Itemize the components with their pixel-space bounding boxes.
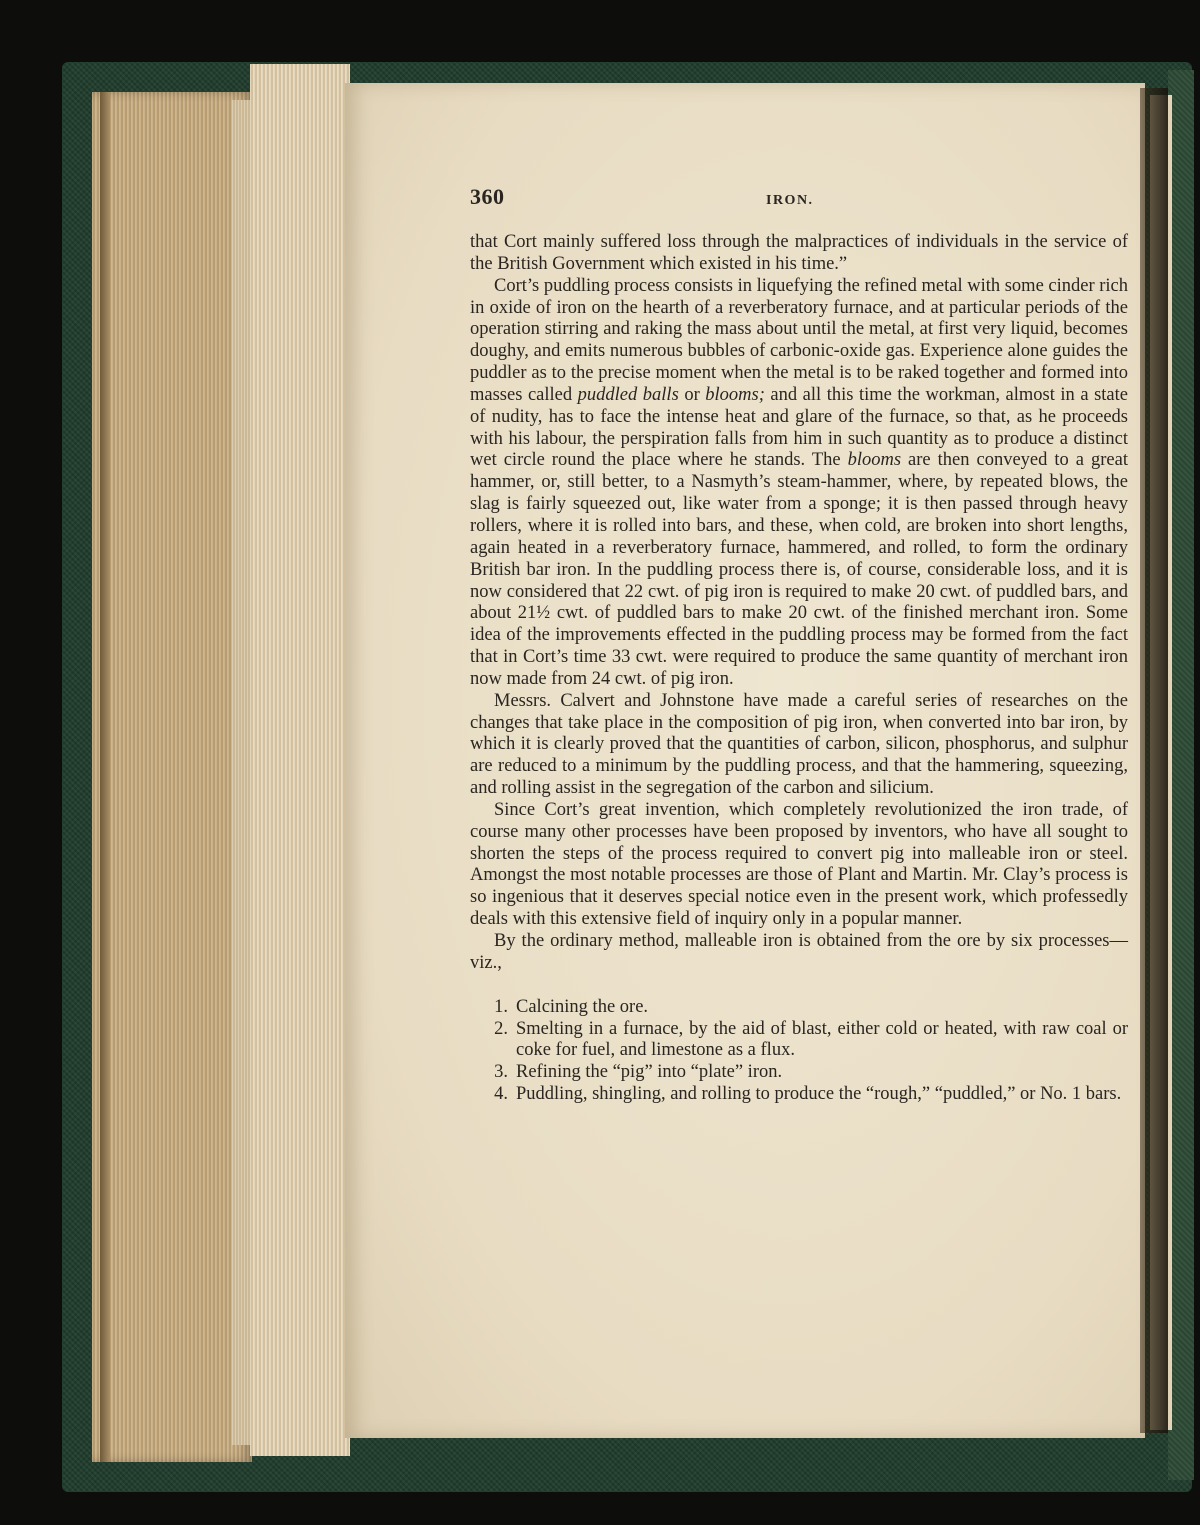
- text-run: that Cort mainly suffered loss through the malpractices of individuals in the service of the British Government which existed in his time.”: [470, 232, 1128, 274]
- text-run: Cort’s puddling process consists in liquefying the refined metal with some cinder rich in oxide of iron on the hearth of a reverberatory furnace, and at particular periods of the operation stirring and raking the mass about until the metal, at first very liquid, becomes doughy, and emits numerous bubbles of carbonic-oxide gas. Experience alone guides the puddler as to the precise moment when the metal is to be raked together and formed into masses called: [470, 275, 1129, 405]
- left-page-edge: [100, 92, 110, 1462]
- running-title: IRON.: [766, 193, 814, 208]
- list-number: 2.: [494, 1018, 508, 1039]
- list-text: Refining the “pig” into “plate” iron.: [516, 1062, 783, 1083]
- left-page-block: [92, 92, 252, 1462]
- text-run: or: [678, 384, 706, 405]
- running-head: [470, 186, 1128, 232]
- list-text: Calcining the ore.: [516, 996, 649, 1017]
- paragraph: [470, 691, 1128, 800]
- list-item: [470, 997, 1128, 1019]
- text-run: Messrs. Calvert and Johnstone have made a careful series of researches on the changes that take place in the composition of pig iron, when converted into bar iron, by which it is clearly proved that the quantities of carbon, silicon, phosphorus, and sulphur are reduced to a minimum by the puddling process, and that the hammering, squeezing, and rolling assist in the segregation of the carbon and silicium.: [470, 690, 1128, 799]
- body-text: [470, 232, 1128, 975]
- page-text: [470, 186, 1128, 1106]
- text-run: are then conveyed to a great hammer, or, still better, to a Nasmyth’s steam-hammer, where, by repeated blows, the slag is fairly squeezed out, like water from a sponge; it is then passed through heavy rollers, where it is rolled into bars, and these, when cold, are broken into short lengths, again heated in a reverberatory furnace, hammered, and rolled, to form the ordinary British bar iron. In the puddling process there is, of course, considerable loss, and it is now considered that 22 cwt. of pig iron is required to make 20 cwt. of puddled bars, and about 21½ cwt. of puddled bars to make 20 cwt. of the finished merchant iron. Some idea of the improvements effected in the puddling process may be formed from the fact that in Cort’s time 33 cwt. were required to produce the same quantity of merchant iron now made from 24 cwt. of pig iron.: [470, 450, 1128, 689]
- page-stack-right: [250, 64, 350, 1456]
- text-run: Since Cort’s great invention, which completely revolutionized the iron trade, of course many other processes have been proposed by inventors, who have all sought to shorten the steps of the process required to convert pig into malleable iron or steel. Amongst the most notable processes are those of Plant and Martin. Mr. Clay’s process is so ingenious that it deserves special notice even in the present work, which professedly deals with this extensive field of inquiry only in a popular manner.: [470, 799, 1128, 930]
- list-text: Smelting in a furnace, by the aid of blast, either cold or heated, with raw coal or coke for fuel, and limestone as a flux.: [516, 1018, 1128, 1061]
- text-run: By the ordinary method, malleable iron is obtained from the ore by six processes—viz.,: [470, 931, 1128, 973]
- gutter-shadow: [1140, 88, 1168, 1433]
- paragraph: [470, 232, 1128, 276]
- process-list: [470, 997, 1128, 1106]
- list-number: 1.: [494, 996, 508, 1017]
- list-number: 4.: [494, 1084, 508, 1105]
- text-run: and all this time the workman, almost in a state of nudity, has to face the intense heat and glare of the furnace, so that, as he proceeds with his labour, the perspiration falls from him in such quantity as to produce a distinct wet circle round the place where he stands. The: [470, 384, 1128, 471]
- list-text: Puddling, shingling, and rolling to produce the “rough,” “puddled,” or No. 1 bars.: [516, 1084, 1122, 1105]
- italic-term: blooms: [847, 450, 902, 471]
- list-item: [470, 1019, 1128, 1063]
- list-number: 3.: [494, 1062, 508, 1083]
- list-item: [470, 1062, 1128, 1084]
- italic-term: blooms;: [705, 384, 765, 405]
- list-item: [470, 1084, 1128, 1106]
- paragraph: [470, 931, 1128, 975]
- page-number: 360: [470, 184, 505, 209]
- paragraph: [470, 800, 1128, 931]
- italic-term: puddled balls: [577, 384, 679, 405]
- paragraph: [470, 276, 1128, 691]
